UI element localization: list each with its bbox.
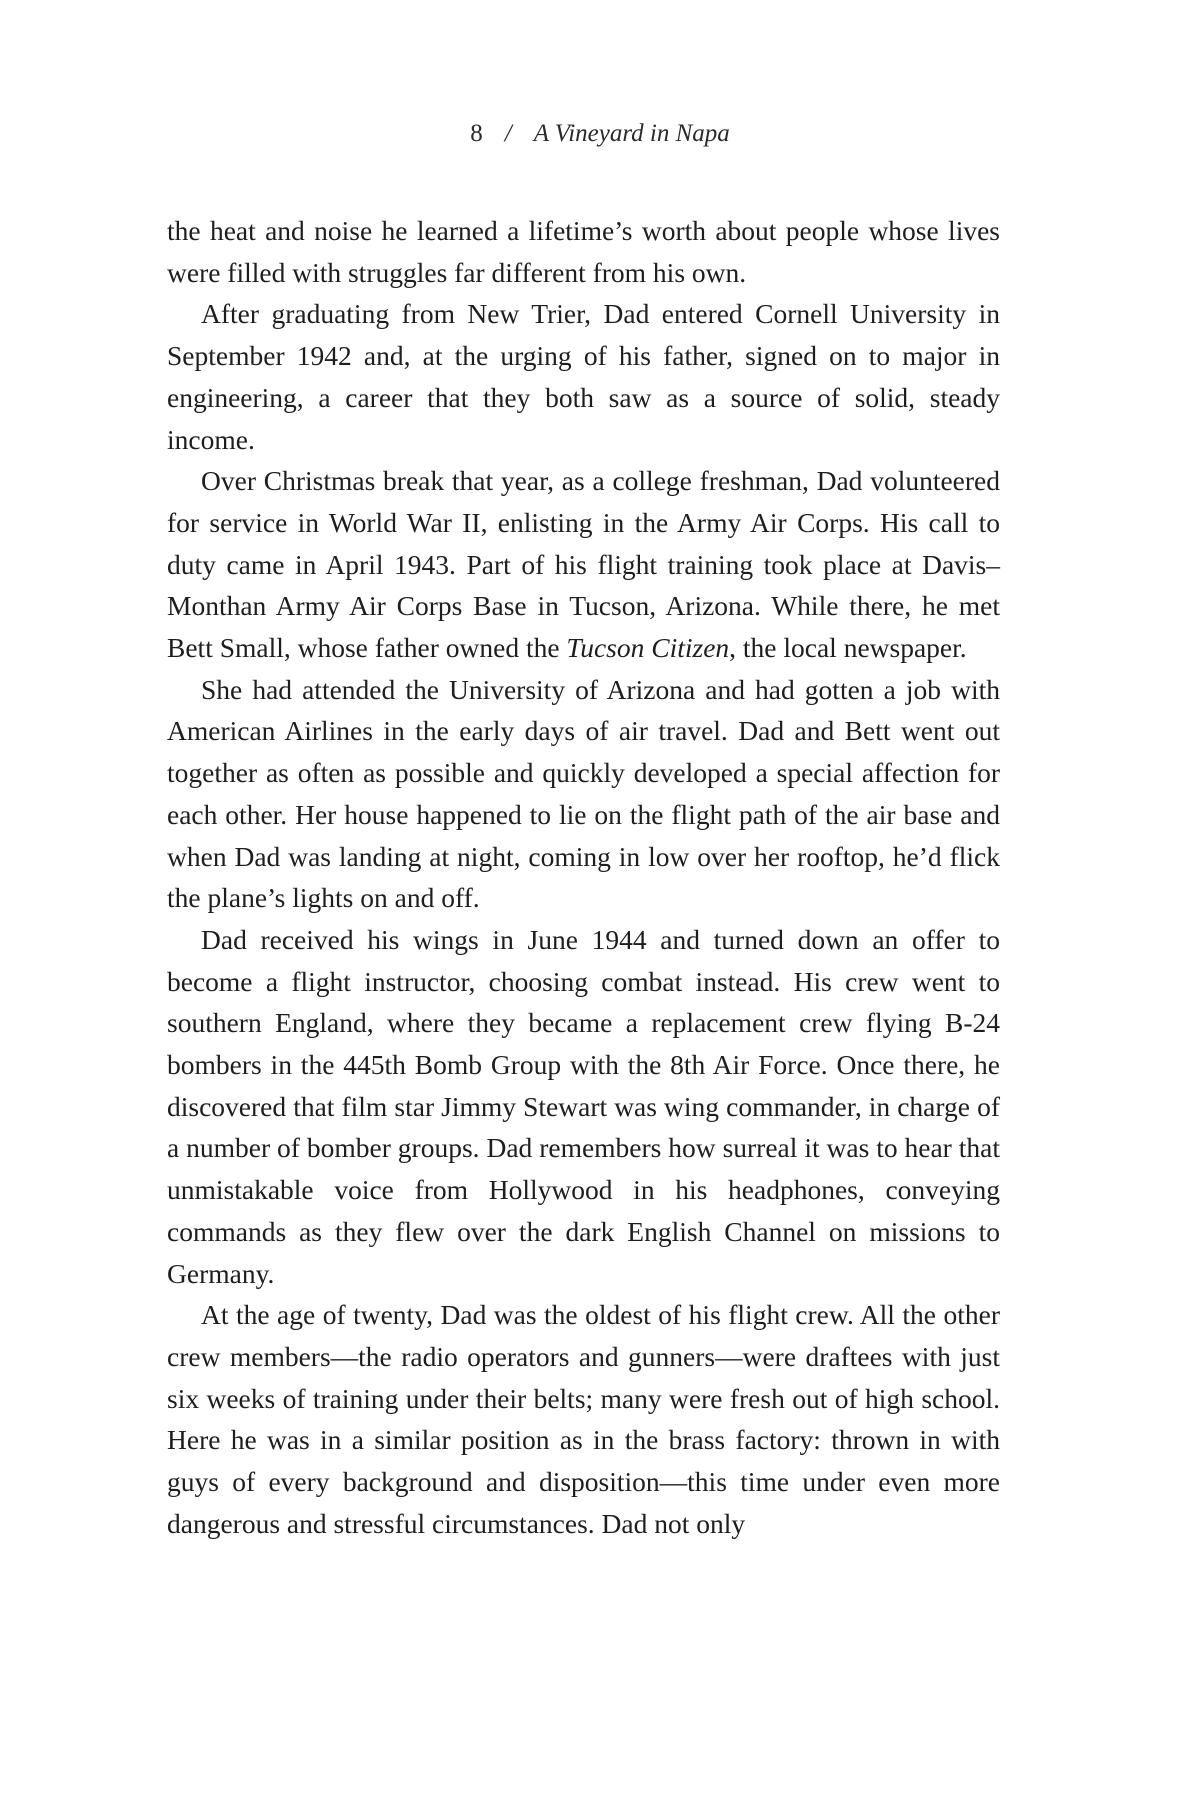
page-number: 8 [470,120,483,147]
paragraph-3-text-before: Over Christmas break that year, as a college freshman, Dad volunteered for service in World War II, enlisting in the Army Air Corps. His call to duty came in April 1943. Part of his flight training took place at Davis–Monthan Army Air Corps Base in Tucson, Arizona. While there, he met Bett Small, whose father owned the [167,465,1000,664]
paragraph-4: She had attended the University of Arizona and had gotten a job with American Airlines in the early days of air travel. Dad and Bett went out together as often as possible and quickly developed a special affection for each other. Her house happened to lie on the flight path of the air base and when Dad was landing at night, coming in low over her rooftop, he’d flick the plane’s lights on and off. [167,673,1000,914]
newspaper-title: Tucson Citizen [566,632,730,664]
running-head [0,116,1200,152]
book-title: A Vineyard in Napa [533,120,730,147]
paragraph-3-text-after: , the local newspaper. [729,632,967,664]
running-head-separator: / [504,120,512,147]
paragraph-1: the heat and noise he learned a lifetime’s worth about people whose lives were filled with struggles far different from his own. [167,215,1000,288]
body-text [167,210,1000,1545]
paragraph-2: After graduating from New Trier, Dad entered Cornell University in September 1942 and, at the urging of his father, signed on to major in engineering, a career that they both saw as a source of solid, steady income. [167,298,1000,455]
paragraph-6: At the age of twenty, Dad was the oldest of his flight crew. All the other crew members—the radio operators and gunners—were draftees with just six weeks of training under their belts; many were fresh out of high school. Here he was in a similar position as in the brass factory: thrown in with guys of every background and disposition—this time under even more dangerous and stressful circumstances. Dad not only [167,1299,1000,1539]
paragraph-3 [167,460,1000,669]
paragraph-5: Dad received his wings in June 1944 and turned down an offer to become a flight instructor, choosing combat instead. His crew went to southern England, where they became a replacement crew flying B-24 bombers in the 445th Bomb Group with the 8th Air Force. Once there, he discovered that film star Jimmy Stewart was wing commander, in charge of a number of bomber groups. Dad remembers how surreal it was to hear that unmistakable voice from Hollywood in his headphones, conveying commands as they flew over the dark English Channel on missions to Germany. [167,923,1000,1289]
